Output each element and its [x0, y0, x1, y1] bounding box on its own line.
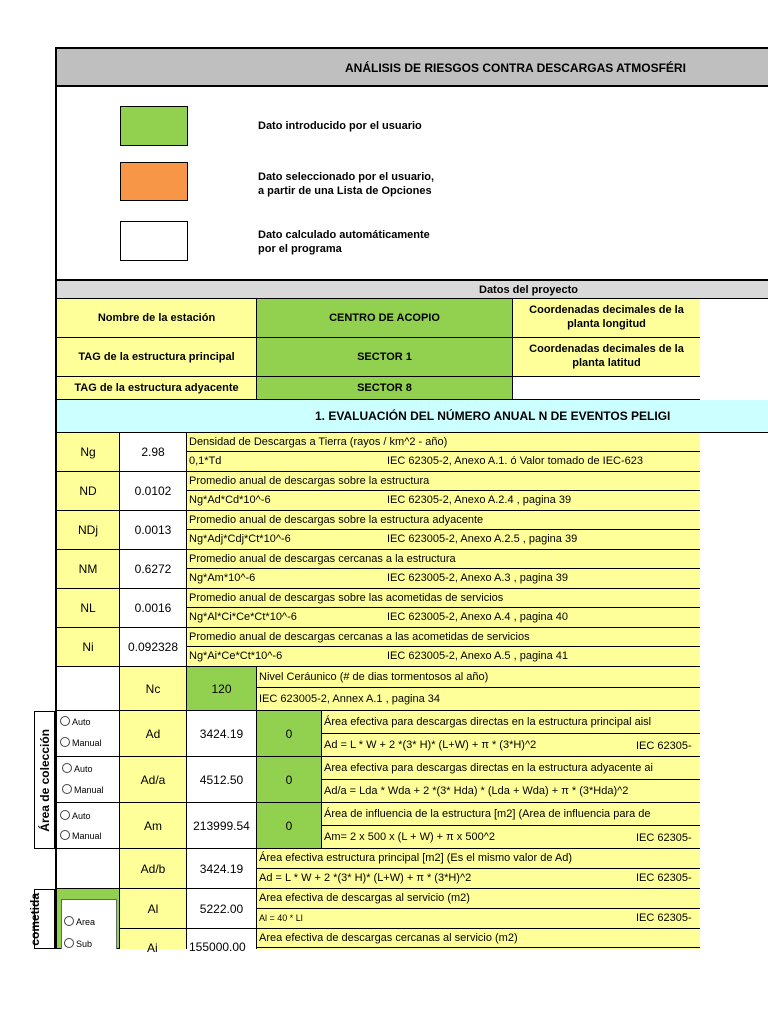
radio-icon — [60, 716, 70, 726]
area-coleccion-label: Área de colección — [37, 728, 52, 832]
nc-spacer — [55, 667, 120, 711]
row-reference: IEC 623005-2, Anexo A.2.5 , pagina 39 — [387, 533, 578, 545]
row-value: 0.0016 — [120, 589, 187, 628]
ada-manual-label: Manual — [74, 785, 104, 795]
acometida-label-cell — [27, 889, 55, 949]
am-manual-label: Manual — [72, 831, 102, 841]
legend-swatch-orange — [120, 162, 188, 201]
am-auto-label: Auto — [72, 811, 91, 821]
ai-value-cell — [187, 929, 257, 954]
row-description: Promedio anual de descargas sobre la estructura — [187, 472, 700, 491]
row-symbol: NL — [55, 589, 120, 628]
legend-calc-line1: Dato calculado automáticamente — [258, 229, 430, 241]
ad-value: 3424.19 — [187, 711, 257, 757]
acometida-options-box — [61, 899, 117, 949]
area-option[interactable] — [64, 916, 95, 927]
row-description-cell — [187, 550, 700, 589]
am-description: Área de influencia de la estructura [m2] (Area de influencia para de — [322, 803, 700, 826]
row-symbol: ND — [55, 472, 120, 511]
radio-icon — [64, 916, 74, 926]
ad-input[interactable]: 0 — [257, 711, 322, 757]
legend-calc-line2: por el programa — [258, 243, 342, 255]
adb-symbol: Ad/b — [120, 849, 187, 889]
radio-icon — [64, 938, 74, 948]
sub-option[interactable] — [64, 938, 92, 949]
row-formula: Ng*Am*10^-6 — [189, 572, 256, 584]
legend-swatch-green — [120, 106, 188, 146]
nc-symbol: Nc — [120, 667, 187, 711]
ai-description: Area efectiva de descargas cercanas al servicio (m2) — [257, 929, 700, 948]
row-reference: IEC 623005-2, Anexo A.4 , pagina 40 — [387, 611, 569, 623]
adb-description-cell — [257, 849, 700, 889]
row-reference: IEC 62305-2, Anexo A.1. ó Valor tomado de IEC-623 — [387, 455, 644, 467]
radio-icon — [60, 737, 70, 747]
row-value: 2.98 — [120, 433, 187, 472]
ada-description-cell — [322, 757, 700, 803]
ada-auto-option[interactable] — [62, 763, 93, 774]
row-description-cell — [187, 433, 700, 472]
nc-description: Nivel Ceráunico (# de dias tormentosos al año) — [257, 667, 700, 688]
row-formula: Ng*Ai*Ce*Ct*10^-6 — [189, 650, 283, 662]
row-description: Densidad de Descargas a Tierra (rayos / km^2 - año) — [187, 433, 700, 452]
tag-main-label: TAG de la estructura principal — [55, 338, 257, 377]
sub-option-label: Sub — [76, 939, 93, 949]
longitude-label-line2: planta longitud — [567, 318, 646, 330]
acometida-options-panel — [55, 889, 120, 949]
row-value: 0.0102 — [120, 472, 187, 511]
row-description-cell — [187, 511, 700, 550]
ad-mode-options — [55, 711, 120, 757]
legend-calculated — [258, 228, 430, 256]
ad-auto-option[interactable] — [60, 716, 91, 727]
am-manual-option[interactable] — [60, 830, 102, 841]
row-reference: IEC 62305-2, Anexo A.2.4 , pagina 39 — [387, 494, 572, 506]
al-symbol: Al — [120, 889, 187, 929]
latitude-label-line2: planta latitud — [572, 357, 641, 369]
ad-description: Área efectiva para descargas directas en la estructura principal aisl — [322, 711, 700, 734]
am-input[interactable]: 0 — [257, 803, 322, 849]
tag-main-value[interactable]: SECTOR 1 — [257, 338, 513, 377]
ai-description-cell — [257, 929, 700, 949]
row-description-cell — [187, 628, 700, 667]
row-formula: Ng*Adj*Cdj*Ct*10^-6 — [189, 533, 291, 545]
am-formula: Am= 2 x 500 x (L + W) + π x 500^2 — [324, 831, 495, 843]
ada-description: Area efectiva para descargas directas en la estructura adyacente ai — [322, 757, 700, 780]
area-option-label: Area — [76, 917, 96, 927]
section1-title: 1. EVALUACIÓN DEL NÚMERO ANUAL N DE EVENTOS PELIGI — [315, 409, 671, 423]
adb-reference: IEC 62305- — [636, 872, 692, 884]
project-section-title: Datos del proyecto — [479, 284, 579, 296]
ad-symbol: Ad — [120, 711, 187, 757]
legend-selected-line1: Dato seleccionado por el usuario, — [258, 171, 435, 183]
am-value: 213999.54 — [187, 803, 257, 849]
row-symbol: NDj — [55, 511, 120, 550]
radio-icon — [60, 810, 70, 820]
nc-value[interactable]: 120 — [187, 667, 257, 711]
row-value: 0.092328 — [120, 628, 187, 667]
row-description: Promedio anual de descargas sobre la estructura adyacente — [187, 511, 700, 530]
adb-value: 3424.19 — [187, 849, 257, 889]
al-value: 5222.00 — [187, 889, 257, 929]
adb-description: Área efectiva estructura principal [m2] (Es el mismo valor de Ad) — [257, 849, 700, 869]
latitude-label-line1: Coordenadas decimales de la — [529, 343, 684, 355]
ai-value: 155000.00 — [189, 940, 246, 954]
row-reference: IEC 623005-2, Anexo A.5 , pagina 41 — [387, 650, 569, 662]
ad-manual-option[interactable] — [60, 737, 102, 748]
row-formula: 0,1*Td — [189, 455, 222, 467]
ada-mode-options — [55, 757, 120, 803]
row-value: 0.6272 — [120, 550, 187, 589]
adb-formula: Ad = L * W + 2 *(3* H)* (L+W) + π * (3*H)^2 — [259, 872, 472, 884]
legend-selected — [258, 170, 434, 198]
row-symbol: NM — [55, 550, 120, 589]
ada-symbol: Ad/a — [120, 757, 187, 803]
am-auto-option[interactable] — [60, 810, 91, 821]
radio-icon — [60, 830, 70, 840]
ada-auto-label: Auto — [74, 764, 93, 774]
ada-manual-option[interactable] — [62, 784, 104, 795]
ad-formula: Ad = L * W + 2 *(3* H)* (L+W) + π * (3*H)^2 — [324, 739, 537, 751]
al-formula: Al = 40 * Ll — [259, 913, 303, 923]
section1-header — [55, 400, 768, 433]
row-formula: Ng*Al*Ci*Ce*Ct*10^-6 — [189, 611, 297, 623]
acometida-label: cometida — [27, 892, 42, 946]
row-description-cell — [187, 589, 700, 628]
longitude-label-line1: Coordenadas decimales de la — [529, 304, 684, 316]
nc-reference: IEC 623005-2, Annex A.1 , pagina 34 — [259, 693, 441, 705]
radio-icon — [62, 763, 72, 773]
row-description: Promedio anual de descargas cercanas a las acometidas de servicios — [187, 628, 700, 647]
am-reference: IEC 62305- — [636, 832, 692, 844]
ad-manual-label: Manual — [72, 738, 102, 748]
project-section-header — [55, 279, 768, 299]
nc-description-cell — [257, 667, 700, 711]
am-description-cell — [322, 803, 700, 849]
page-title: ANÁLISIS DE RIESGOS CONTRA DESCARGAS ATMOSFÉRI — [345, 61, 686, 75]
am-symbol: Am — [120, 803, 187, 849]
al-description-cell — [257, 889, 700, 929]
ai-symbol: Ai — [147, 941, 158, 955]
row-description-cell — [187, 472, 700, 511]
row-symbol: Ng — [55, 433, 120, 472]
latitude-label — [513, 338, 700, 377]
al-description: Area efectiva de descargas al servicio (m2) — [257, 889, 700, 909]
legend-user-input: Dato introducido por el usuario — [258, 120, 422, 132]
row-description: Promedio anual de descargas sobre las acometidas de servicios — [187, 589, 700, 608]
am-mode-options — [55, 803, 120, 849]
ada-formula: Ad/a = Lda * Wda + 2 *(3* Hda) * (Lda + Wda) + π * (3*Hda)^2 — [324, 785, 629, 797]
longitude-label — [513, 299, 700, 338]
legend-swatch-white — [120, 221, 188, 261]
ad-description-cell — [322, 711, 700, 757]
legend-selected-line2: a partir de una Lista de Opciones — [258, 185, 432, 197]
tag-adjacent-label: TAG de la estructura adyacente — [55, 377, 257, 400]
station-value[interactable]: CENTRO DE ACOPIO — [257, 299, 513, 338]
station-label: Nombre de la estación — [55, 299, 257, 338]
row-description: Promedio anual de descargas cercanas a la estructura — [187, 550, 700, 569]
ai-symbol-cell — [120, 929, 187, 955]
tag-adjacent-value[interactable]: SECTOR 8 — [257, 377, 513, 400]
radio-icon — [62, 784, 72, 794]
row-symbol: Ni — [55, 628, 120, 667]
al-reference: IEC 62305- — [636, 912, 692, 924]
tag-adjacent-blank — [513, 377, 700, 400]
row-formula: Ng*Ad*Cd*10^-6 — [189, 494, 271, 506]
adb-spacer — [55, 849, 120, 889]
row-value: 0.0013 — [120, 511, 187, 550]
ada-value: 4512.50 — [187, 757, 257, 803]
title-bar — [55, 47, 768, 87]
area-coleccion-label-cell — [34, 711, 55, 849]
row-reference: IEC 623005-2, Anexo A.3 , pagina 39 — [387, 572, 569, 584]
ad-auto-label: Auto — [72, 717, 91, 727]
ada-input[interactable]: 0 — [257, 757, 322, 803]
ad-reference: IEC 62305- — [636, 740, 692, 752]
